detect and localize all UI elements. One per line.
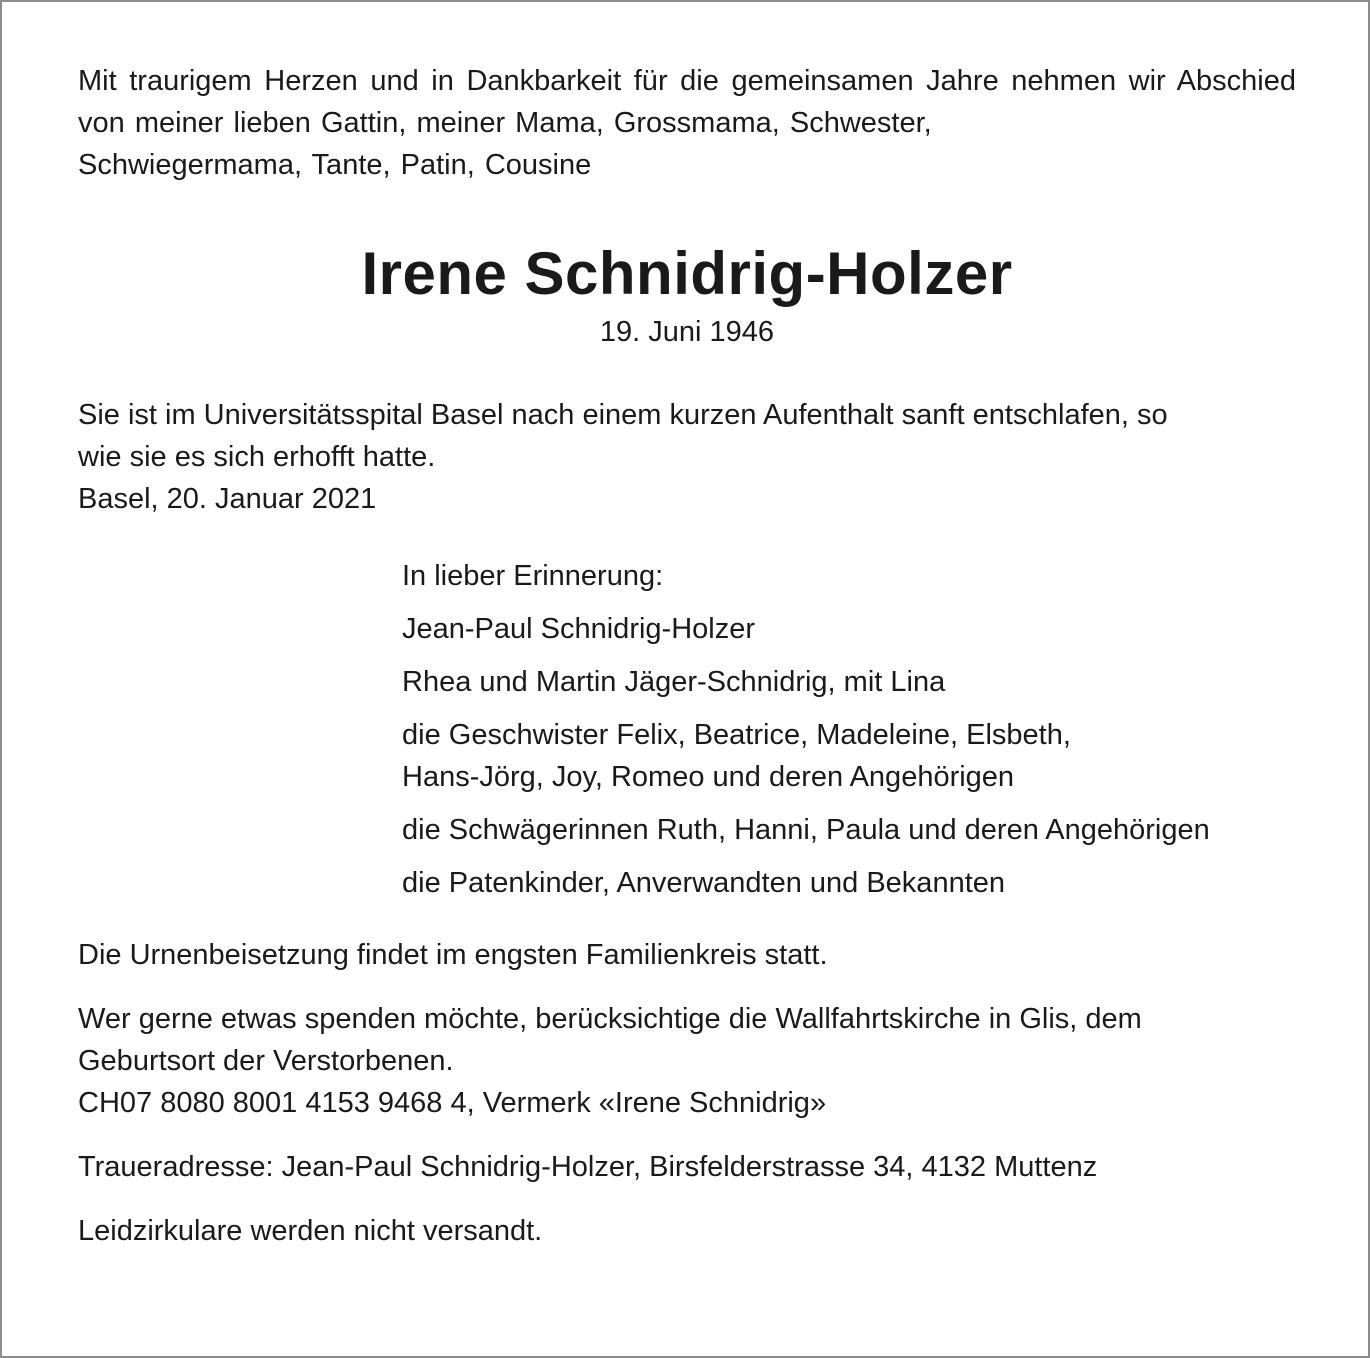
donation-account: CH07 8080 8001 4153 9468 4, Vermerk «Irene Schnidrig»: [78, 1087, 827, 1119]
announcement-line-1: Sie ist im Universitätsspital Basel nach einem kurzen Aufenthalt sanft entschlafen, so: [78, 399, 1168, 431]
memory-entry-siblings-line-1: die Geschwister Felix, Beatrice, Madeleine, Elsbeth,: [402, 719, 1071, 751]
burial-notice: Die Urnenbeisetzung findet im engsten Familienkreis statt.: [78, 939, 828, 971]
announcement-block: [78, 394, 1296, 520]
birth-date: 19. Juni 1946: [599, 316, 775, 348]
memory-heading: In lieber Erinnerung:: [402, 560, 664, 592]
obituary-content: [78, 60, 1296, 1274]
memory-block: [402, 555, 1296, 904]
memory-entry-siblings-line-2: Hans-Jörg, Joy, Romeo und deren Angehörigen: [402, 761, 1015, 793]
donation-line-1: Wer gerne etwas spenden möchte, berücksichtige die Wallfahrtskirche in Glis, dem: [78, 1003, 1142, 1035]
intro-line-3: Schwiegermama, Tante, Patin, Cousine: [78, 149, 592, 181]
memory-entry: Rhea und Martin Jäger-Schnidrig, mit Lina: [402, 666, 946, 698]
intro-line-2: wir Abschied von meiner lieben Gattin, meiner Mama, Grossmama, Schwester,: [78, 65, 1296, 139]
donation-line-2: Geburtsort der Verstorbenen.: [78, 1045, 454, 1077]
announcement-line-2: wie sie es sich erhofft hatte.: [78, 441, 436, 473]
memory-entry: Jean-Paul Schnidrig-Holzer: [402, 613, 755, 645]
intro-line-1: Mit traurigem Herzen und in Dankbarkeit für die gemeinsamen Jahre nehmen: [78, 65, 1117, 97]
circulars-notice: Leidzirkulare werden nicht versandt.: [78, 1215, 543, 1247]
deceased-name: Irene Schnidrig-Holzer: [361, 240, 1013, 307]
intro-paragraph: [78, 60, 1296, 186]
memory-entry-siblings: [402, 714, 1296, 798]
memory-entry: die Schwägerinnen Ruth, Hanni, Paula und deren Angehörigen: [402, 814, 1210, 846]
closing-block: [78, 934, 1296, 1252]
memory-entry: die Patenkinder, Anverwandten und Bekannten: [402, 867, 1006, 899]
mourning-address: Traueradresse: Jean-Paul Schnidrig-Holzer, Birsfelderstrasse 34, 4132 Muttenz: [78, 1151, 1098, 1183]
place-date: Basel, 20. Januar 2021: [78, 483, 377, 515]
donation-notice: [78, 998, 1296, 1124]
